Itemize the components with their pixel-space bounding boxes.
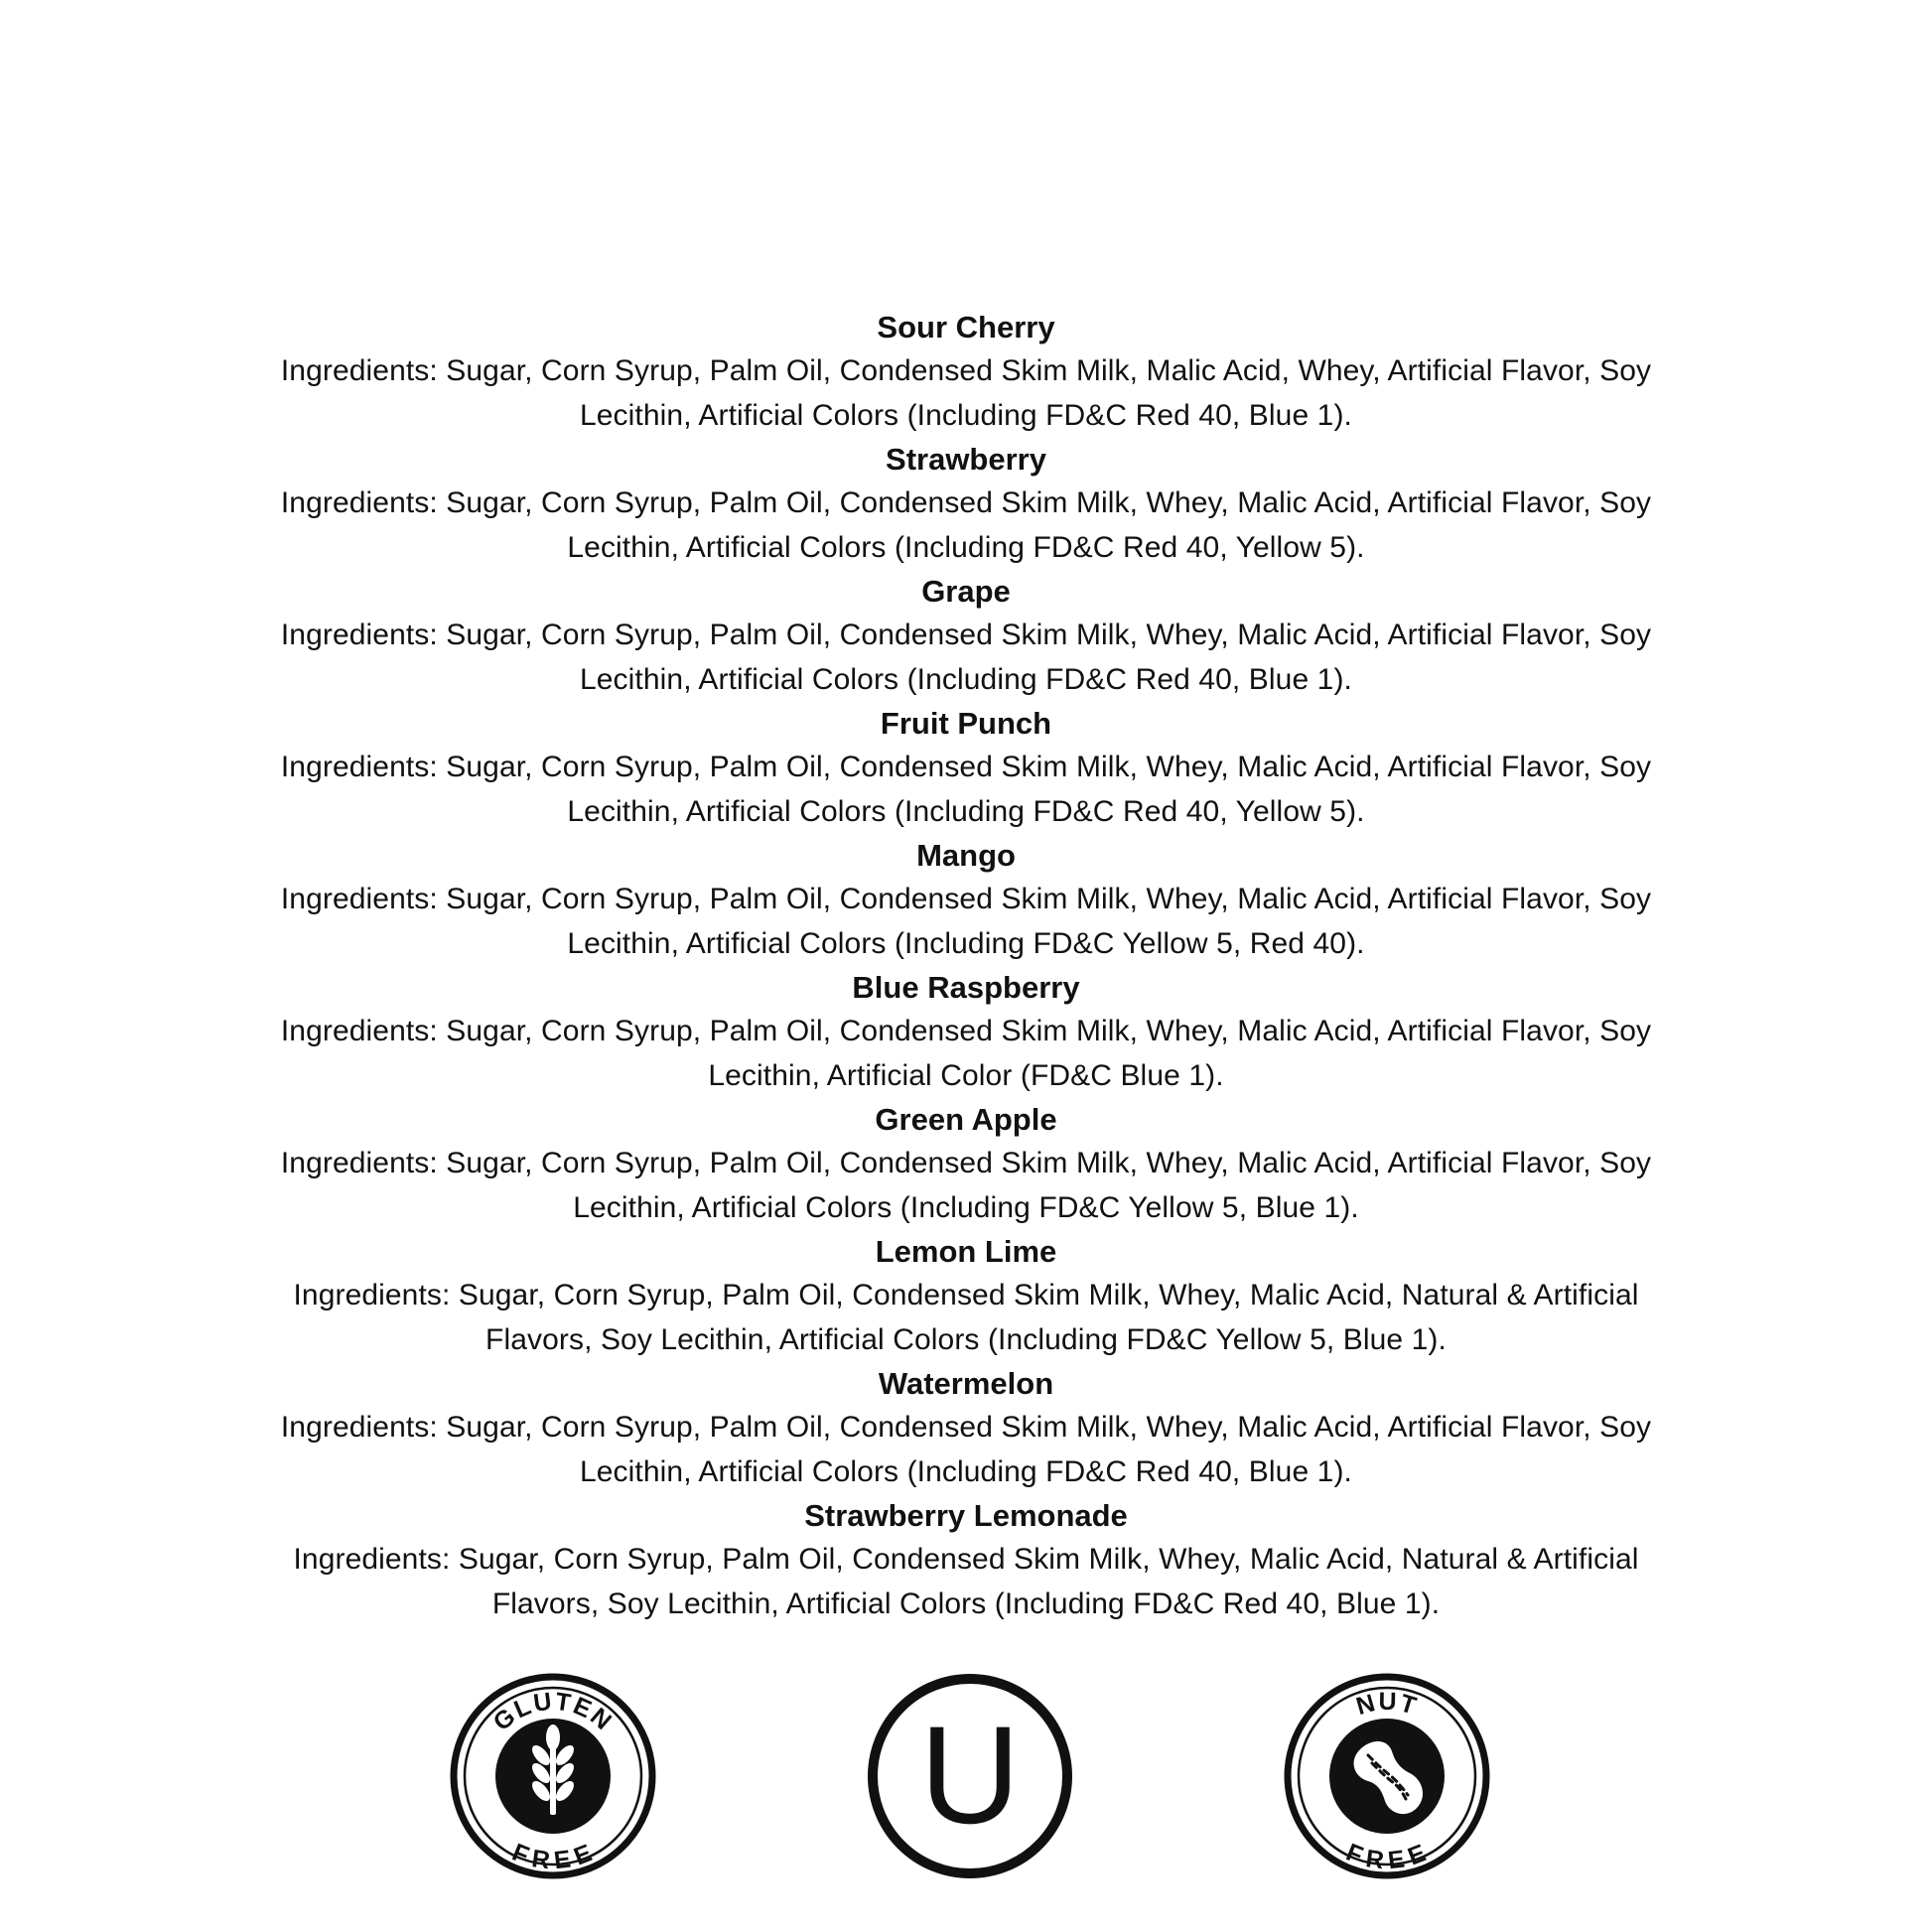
kosher-badge (866, 1672, 1074, 1880)
flavor-ingredients-line: Flavors, Soy Lecithin, Artificial Colors (Including FD&C Yellow 5, Blue 1). (485, 1322, 1447, 1356)
flavor-entry-green-apple (218, 1098, 1714, 1230)
flavor-entry-blue-raspberry (218, 966, 1714, 1098)
flavor-ingredients-line: Lecithin, Artificial Colors (Including FD&C Red 40, Blue 1). (579, 398, 1352, 432)
flavor-name: Sour Cherry (877, 310, 1055, 345)
flavor-name: Grape (921, 574, 1011, 609)
flavor-name: Lemon Lime (875, 1234, 1057, 1269)
flavor-ingredients-line: Ingredients: Sugar, Corn Syrup, Palm Oil, Condensed Skim Milk, Whey, Malic Acid, Artificial Flavor, Soy (280, 1015, 1652, 1047)
gluten-free-badge-graphic (449, 1672, 657, 1880)
certification-badges (0, 1672, 1932, 1880)
flavor-ingredients-line: Flavors, Soy Lecithin, Artificial Colors (Including FD&C Red 40, Blue 1). (491, 1587, 1441, 1620)
kosher-letter: U (919, 1697, 1021, 1853)
flavor-ingredients-line: Ingredients: Sugar, Corn Syrup, Palm Oil, Condensed Skim Milk, Whey, Malic Acid, Artificial Flavor, Soy (280, 486, 1652, 519)
flavor-ingredients-line: Ingredients: Sugar, Corn Syrup, Palm Oil, Condensed Skim Milk, Whey, Malic Acid, Artificial Flavor, Soy (280, 1411, 1652, 1444)
flavor-entry-lemon-lime (218, 1230, 1714, 1362)
flavor-name: Strawberry (886, 442, 1046, 477)
nut-free-bottom-text: FREE (1342, 1838, 1432, 1875)
flavor-name: Green Apple (875, 1102, 1057, 1137)
flavor-entry-strawberry-lemonade (218, 1494, 1714, 1626)
flavor-entry-mango (218, 834, 1714, 966)
nut-free-badge (1283, 1672, 1491, 1880)
flavor-ingredients-line: Lecithin, Artificial Color (FD&C Blue 1). (708, 1058, 1224, 1092)
flavor-ingredients-line: Lecithin, Artificial Colors (Including FD&C Red 40, Blue 1). (579, 662, 1352, 696)
flavor-ingredients-line: Lecithin, Artificial Colors (Including FD&C Red 40, Blue 1). (579, 1454, 1352, 1488)
gluten-free-bottom-text: FREE (508, 1838, 598, 1875)
flavor-name: Fruit Punch (880, 706, 1052, 741)
flavor-entry-watermelon (218, 1362, 1714, 1494)
ingredients-list (218, 306, 1714, 1626)
flavor-ingredients-line: Ingredients: Sugar, Corn Syrup, Palm Oil, Condensed Skim Milk, Whey, Malic Acid, Natural & Artificial (293, 1543, 1639, 1576)
gluten-free-top-text: GLUTEN (487, 1687, 619, 1737)
flavor-ingredients-line: Ingredients: Sugar, Corn Syrup, Palm Oil, Condensed Skim Milk, Whey, Malic Acid, Artificial Flavor, Soy (280, 619, 1652, 651)
flavor-entry-grape (218, 570, 1714, 702)
flavor-entry-strawberry (218, 438, 1714, 570)
flavor-ingredients-line: Lecithin, Artificial Colors (Including FD&C Yellow 5, Red 40). (567, 926, 1365, 960)
gluten-free-badge (449, 1672, 657, 1880)
flavor-entry-sour-cherry (218, 306, 1714, 438)
flavor-name: Blue Raspberry (852, 970, 1080, 1005)
flavor-ingredients-line: Ingredients: Sugar, Corn Syrup, Palm Oil, Condensed Skim Milk, Whey, Malic Acid, Artificial Flavor, Soy (280, 751, 1652, 783)
flavor-name: Mango (916, 838, 1016, 873)
flavor-ingredients-line: Lecithin, Artificial Colors (Including FD&C Red 40, Yellow 5). (567, 794, 1365, 828)
nut-free-top-text: NUT (1352, 1687, 1422, 1722)
flavor-entry-fruit-punch (218, 702, 1714, 834)
flavor-ingredients-line: Ingredients: Sugar, Corn Syrup, Palm Oil, Condensed Skim Milk, Malic Acid, Whey, Artificial Flavor, Soy (280, 354, 1652, 387)
nut-free-badge-graphic (1283, 1672, 1491, 1880)
flavor-ingredients-line: Ingredients: Sugar, Corn Syrup, Palm Oil, Condensed Skim Milk, Whey, Malic Acid, Artificial Flavor, Soy (280, 883, 1652, 915)
flavor-ingredients-line: Ingredients: Sugar, Corn Syrup, Palm Oil, Condensed Skim Milk, Whey, Malic Acid, Natural & Artificial (293, 1279, 1639, 1311)
flavor-ingredients-line: Lecithin, Artificial Colors (Including FD&C Yellow 5, Blue 1). (573, 1190, 1359, 1224)
flavor-ingredients-line: Ingredients: Sugar, Corn Syrup, Palm Oil, Condensed Skim Milk, Whey, Malic Acid, Artificial Flavor, Soy (280, 1147, 1652, 1179)
flavor-ingredients-line: Lecithin, Artificial Colors (Including FD&C Red 40, Yellow 5). (567, 530, 1365, 564)
flavor-name: Strawberry Lemonade (804, 1498, 1128, 1533)
flavor-name: Watermelon (878, 1366, 1054, 1401)
kosher-ou-icon (866, 1672, 1074, 1880)
